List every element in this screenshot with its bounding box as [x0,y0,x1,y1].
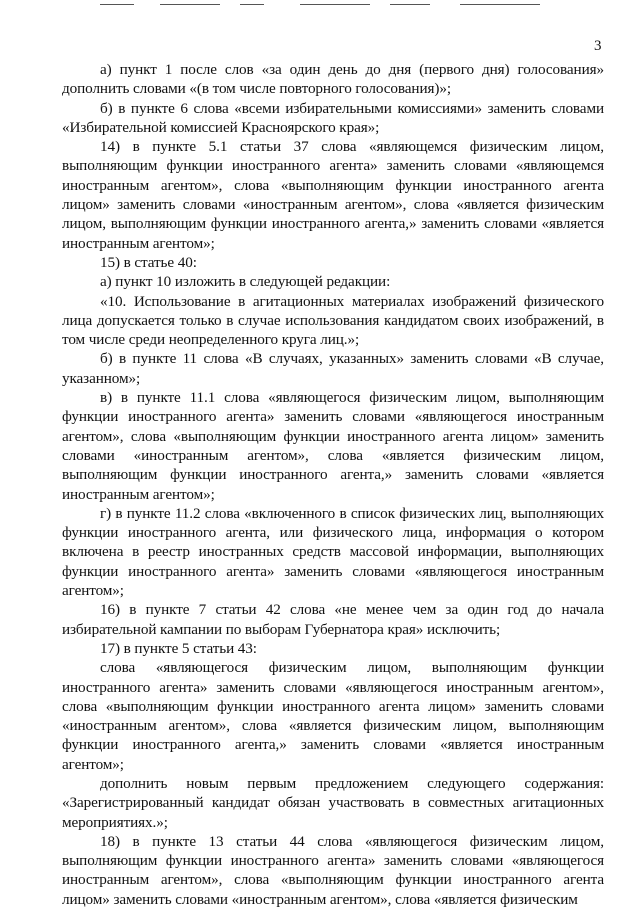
paragraph: 17) в пункте 5 статьи 43: [100,639,257,657]
paragraph: «10. Использование в агитационных материалах изображений физического лица допускается только в случае использования кандидатом своих изображений, в том числе среди неопределенного круга лиц.»; [62,292,604,349]
paragraph: 15) в статье 40: [100,253,197,271]
paragraph: в) в пункте 11.1 слова «являющегося физическим лицом, выполняющим функции иностранного агента» заменить словами «являющегося иностранным агентом», слова «выполняющим функции иностранного агента лицом» заменить словами «иностранным агентом», слова «является физическим лицом, выполняющим функции иностранного агента,» заменить словами «является иностранным агентом»; [62,389,604,503]
paragraph: б) в пункте 6 слова «всеми избирательными комиссиями» заменить словами «Избирательной комиссией Красноярского края»; [62,99,604,136]
scan-edge-marks [90,4,570,6]
document-body [62,60,604,909]
paragraph: г) в пункте 11.2 слова «включенного в список физических лиц, выполняющих функции иностранного агента, или физического лица, информация о котором включена в реестр иностранных средств массовой информации, выполняющих функции иностранного агента» заменить словами «являющегося иностранным агентом»; [62,504,604,600]
paragraph: слова «являющегося физическим лицом, выполняющим функции иностранного агента» заменить словами «являющегося иностранным агентом», слова «выполняющим функции иностранного агента лицом» заменить словами «иностранным агентом», слова «является физическим лицом, выполняющим функции иностранного агента,» заменить словами «является иностранным агентом»; [62,659,604,773]
paragraph: а) пункт 10 изложить в следующей редакции: [100,273,391,291]
paragraph: дополнить новым первым предложением следующего содержания: «Зарегистрированный кандидат обязан участвовать в совместных агитационных мероприятиях.»; [62,774,604,831]
paragraph: 16) в пункте 7 статьи 42 слова «не менее чем за один год до начала избирательной кампании по выборам Губернатора края» исключить; [62,601,604,638]
paragraph: а) пункт 1 после слов «за один день до дня (первого дня) голосования» дополнить словами «(в том числе повторного голосования)»; [62,61,604,98]
paragraph: 14) в пункте 5.1 статьи 37 слова «являющемся физическим лицом, выполняющим функции иностранного агента» заменить словами «являющемся иностранным агентом», слова «выполняющим функции иностранного агента лицом» заменить словами «иностранным агентом», слова «является физическим лицом, выполняющим функции иностранного агента,» заменить словами «является иностранным агентом»; [62,138,604,252]
page-number: 3 [594,38,602,54]
paragraph: б) в пункте 11 слова «В случаях, указанных» заменить словами «В случае, указанном»; [62,350,604,387]
paragraph: 18) в пункте 13 статьи 44 слова «являющегося физическим лицом, выполняющим функции иностранного агента» заменить словами «являющегося иностранным агентом», слова «выполняющим функции иностранного агента лицом» заменить словами «иностранным агентом», слова «является физическим [62,832,604,908]
